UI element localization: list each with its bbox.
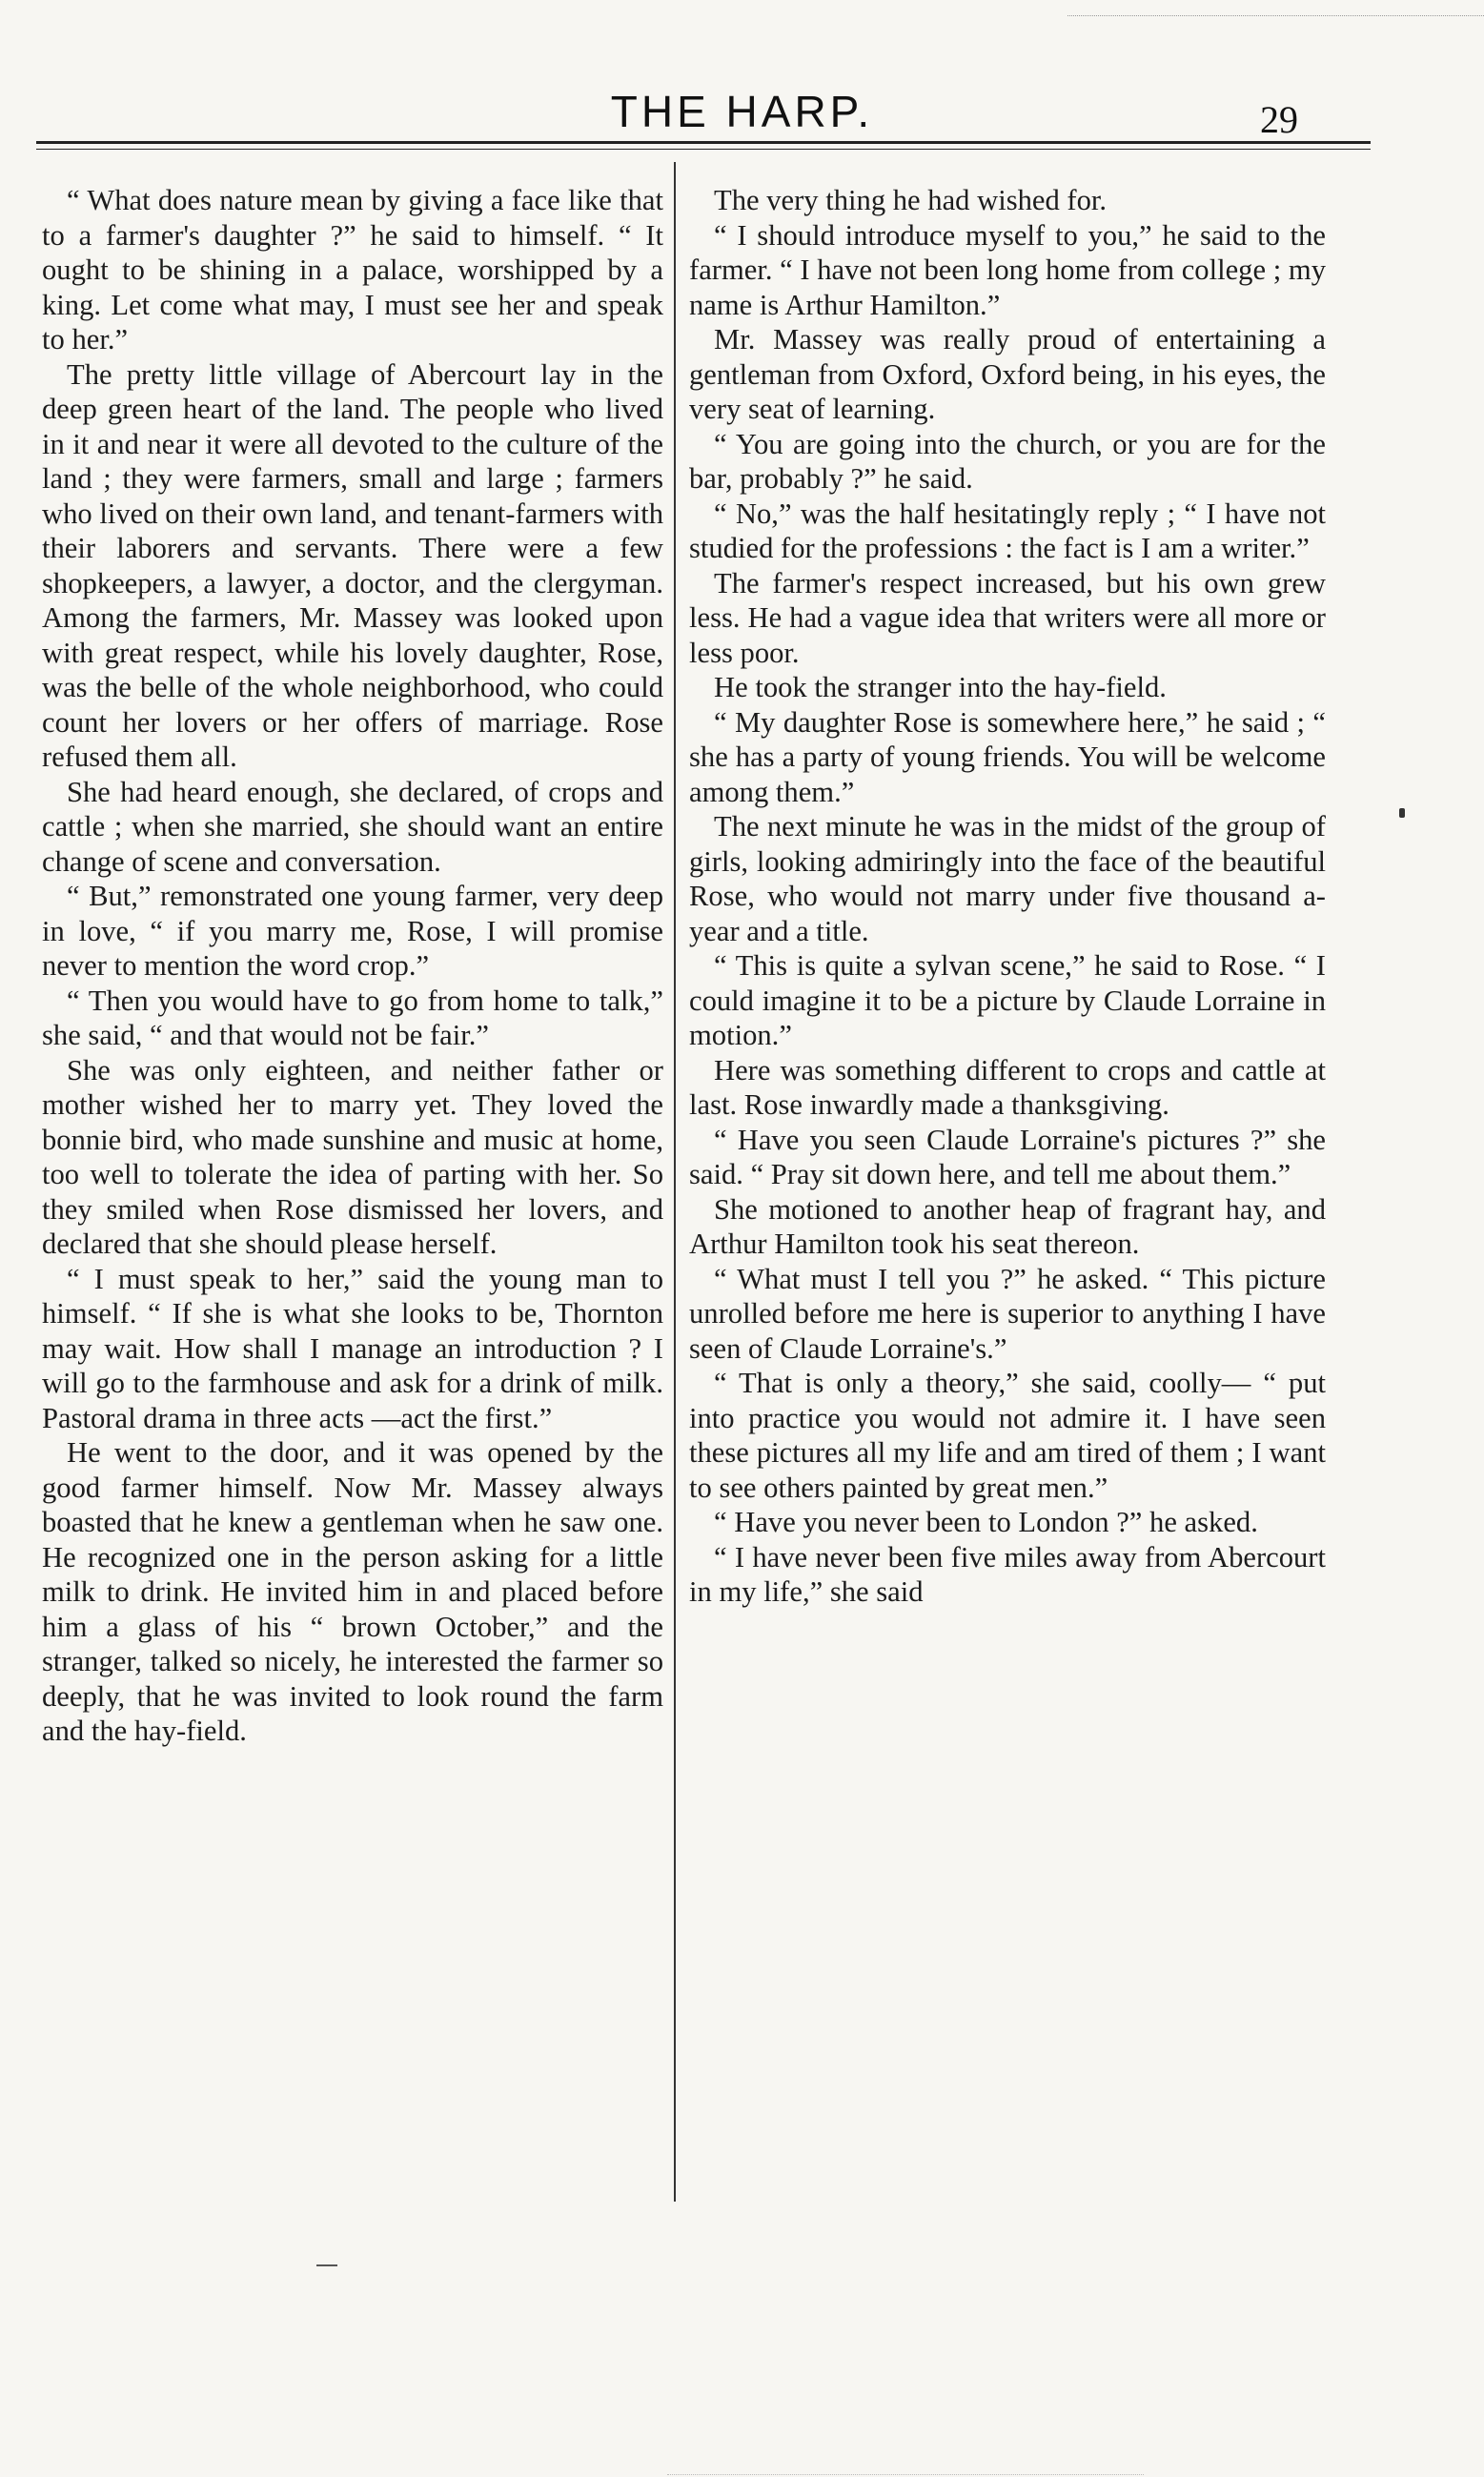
- page-header: [0, 76, 1484, 143]
- left-column: [42, 183, 663, 1749]
- page-edge-mark: [667, 2474, 1144, 2475]
- page-title: THE HARP.: [610, 87, 874, 136]
- paragraph: “ What must I tell you ?” he asked. “ This picture unrolled before me here is superior to anything I have seen of Claude Lorraine's.”: [689, 1262, 1326, 1365]
- paragraph: Mr. Massey was really proud of entertaining a gentleman from Oxford, Oxford being, in his eyes, the very seat of learning.: [689, 323, 1326, 425]
- header-rule: [36, 141, 1371, 144]
- paragraph: The farmer's respect increased, but his own grew less. He had a vague idea that writers were all more or less poor.: [689, 566, 1326, 669]
- paragraph: “ That is only a theory,” she said, coolly— “ put into practice you would not admire it. I have seen these pictures all my life and am tired of them ; I want to see others painted by great men.”: [689, 1367, 1326, 1504]
- paragraph: He went to the door, and it was opened by the good farmer himself. Now Mr. Massey always boasted that he knew a gentleman when he saw one. He recognized one in the person asking for a little milk to drink. He invited him in and placed before him a glass of his “ brown October,” and the stranger, talked so nicely, he interested the farmer so deeply, that he was invited to look round the farm and the hay-field.: [42, 1436, 663, 1747]
- paragraph: “ You are going into the church, or you are for the bar, probably ?” he said.: [689, 427, 1326, 495]
- paragraph: She had heard enough, she declared, of crops and cattle ; when she married, she should want an entire change of scene and conversation.: [42, 775, 663, 878]
- right-column: [689, 183, 1326, 1610]
- paragraph: “ I have never been five miles away from Abercourt in my life,” she said: [689, 1540, 1326, 1608]
- page-edge-mark: [1067, 15, 1484, 16]
- paragraph: “ I must speak to her,” said the young man to himself. “ If she is what she looks to be, Thornton may wait. How shall I manage an introduction ? I will go to the farmhouse and ask for a drink of milk. Pastoral drama in three acts —act the first.”: [42, 1262, 663, 1434]
- paragraph: The very thing he had wished for.: [714, 184, 1108, 216]
- paragraph: “ I should introduce myself to you,” he said to the farmer. “ I have not been long home from college ; my name is Arthur Hamilton.”: [689, 218, 1326, 321]
- paragraph: “ Then you would have to go from home to talk,” she said, “ and that would not be fair.”: [42, 984, 663, 1051]
- paragraph: “ My daughter Rose is somewhere here,” he said ; “ she has a party of young friends. You will be welcome among them.”: [689, 705, 1326, 808]
- column-divider: [674, 162, 676, 2202]
- paragraph: “ But,” remonstrated one young farmer, very deep in love, “ if you marry me, Rose, I will promise never to mention the word crop.”: [42, 880, 663, 982]
- print-speck: [1399, 808, 1405, 818]
- paragraph: She was only eighteen, and neither father or mother wished her to marry yet. They loved the bonnie bird, who made sunshine and music at home, too well to tolerate the idea of parting with her. So they smiled when Rose dismissed her lovers, and declared that she should please herself.: [42, 1053, 663, 1260]
- paragraph: “ Have you seen Claude Lorraine's pictures ?” she said. “ Pray sit down here, and tell me about them.”: [689, 1123, 1326, 1190]
- paragraph: “ Have you never been to London ?” he asked.: [714, 1506, 1258, 1538]
- paragraph: “ This is quite a sylvan scene,” he said to Rose. “ I could imagine it to be a picture by Claude Lorraine in motion.”: [689, 949, 1326, 1051]
- paragraph: “ No,” was the half hesitatingly reply ; “ I have not studied for the professions : the fact is I am a writer.”: [689, 497, 1326, 564]
- stray-mark: [316, 2264, 337, 2266]
- paragraph: The pretty little village of Abercourt lay in the deep green heart of the land. The people who lived in it and near it were all devoted to the culture of the land ; they were farmers, small and large ; farmers who lived on their own land, and tenant-farmers with their laborers and servants. There were a few shopkeepers, a lawyer, a doctor, and the clergyman. Among the farmers, Mr. Massey was looked upon with great respect, while his lovely daughter, Rose, was the belle of the whole neighborhood, who could count her lovers or her offers of marriage. Rose refused them all.: [42, 357, 663, 773]
- paragraph: Here was something different to crops and cattle at last. Rose inwardly made a thanksgiving.: [689, 1053, 1326, 1121]
- paragraph: The next minute he was in the midst of the group of girls, looking admiringly into the face of the beautiful Rose, who would not marry under five thousand a-year and a title.: [689, 810, 1326, 947]
- paragraph: He took the stranger into the hay-field.: [714, 671, 1167, 703]
- header-rule-thin: [36, 149, 1371, 150]
- paragraph: “ What does nature mean by giving a face like that to a farmer's daughter ?” he said to himself. “ It ought to be shining in a palace, worshipped by a king. Let come what may, I must see her and speak to her.”: [42, 184, 663, 355]
- paragraph: She motioned to another heap of fragrant hay, and Arthur Hamilton took his seat thereon.: [689, 1192, 1326, 1260]
- page-number: 29: [1260, 98, 1298, 141]
